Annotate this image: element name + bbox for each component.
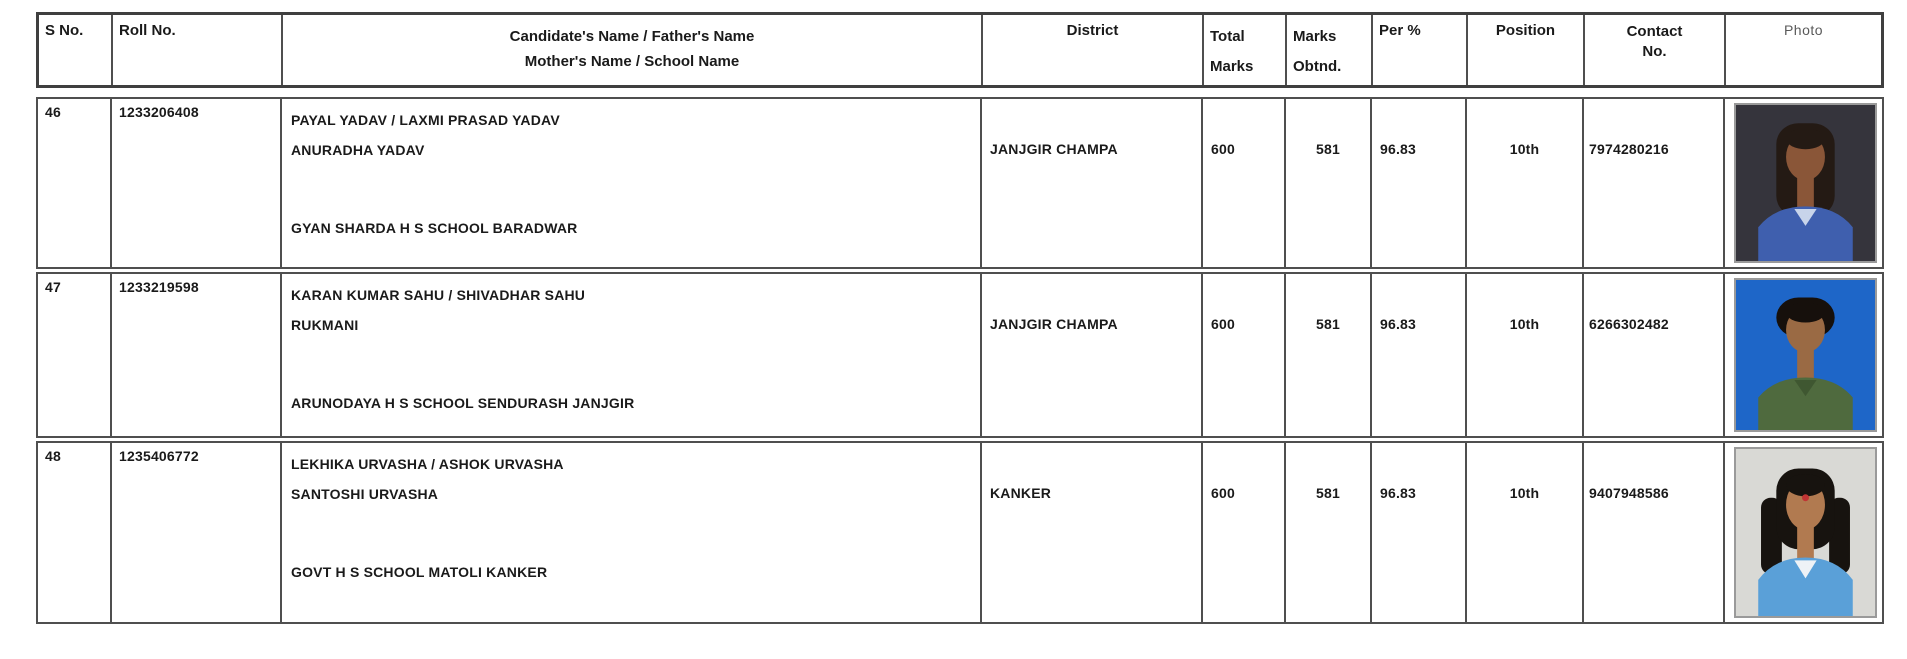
roll-cell: [112, 99, 282, 267]
position-value: 10th: [1509, 316, 1540, 332]
total-marks-value: 600: [1211, 316, 1235, 332]
mother-name: ANURADHA YADAV: [291, 142, 425, 158]
student-photo: [1734, 103, 1877, 263]
header-photo: [1726, 15, 1881, 85]
marks-obtained-cell: [1286, 443, 1372, 622]
district-cell: [982, 443, 1203, 622]
header-name-line1: Candidate's Name / Father's Name: [509, 28, 755, 45]
photo-bindi: [1802, 494, 1809, 501]
marks-obtained-value: 581: [1316, 141, 1340, 157]
sno-value: 46: [45, 104, 61, 120]
marks-obtained-value: 581: [1316, 485, 1340, 501]
percent-cell: [1372, 274, 1467, 436]
header-marks-obtained: [1287, 15, 1373, 85]
student-photo-figure: [1736, 105, 1875, 261]
header-sno: [39, 15, 113, 85]
header-obtained-line2: Obtnd.: [1293, 58, 1342, 75]
table-header-row: [36, 12, 1884, 88]
district-cell: [982, 274, 1203, 436]
header-sno-label: S No.: [45, 22, 84, 39]
contact-value: 9407948586: [1589, 485, 1669, 501]
header-district-label: District: [1066, 22, 1119, 39]
header-district: [983, 15, 1204, 85]
table-row: [36, 272, 1884, 438]
photo-hair-fringe: [1786, 303, 1825, 323]
photo-pigtail-left: [1761, 324, 1782, 393]
percent-value: 96.83: [1380, 141, 1417, 157]
total-marks-cell: [1203, 443, 1286, 622]
name-cell: [282, 99, 982, 267]
sno-value: 48: [45, 448, 61, 464]
header-total-line1: Total: [1210, 28, 1245, 45]
mother-name: RUKMANI: [291, 317, 359, 333]
contact-value: 6266302482: [1589, 316, 1669, 332]
district-value: JANJGIR CHAMPA: [990, 141, 1118, 157]
contact-cell: [1584, 443, 1725, 622]
position-cell: [1467, 274, 1584, 436]
marks-obtained-value: 581: [1316, 316, 1340, 332]
table-row: [36, 441, 1884, 624]
contact-cell: [1584, 99, 1725, 267]
header-total-marks: [1204, 15, 1287, 85]
merit-list-page: [0, 12, 1907, 659]
photo-bindi: [1802, 321, 1809, 327]
position-cell: [1467, 443, 1584, 622]
sno-value: 47: [45, 279, 61, 295]
photo-cell: [1725, 99, 1882, 267]
header-name: [283, 15, 983, 85]
roll-cell: [112, 443, 282, 622]
marks-obtained-cell: [1286, 99, 1372, 267]
photo-hair-fringe: [1786, 128, 1825, 149]
student-photo: [1734, 447, 1877, 618]
marks-obtained-cell: [1286, 274, 1372, 436]
student-photo: [1734, 278, 1877, 432]
district-cell: [982, 99, 1203, 267]
header-total-line2: Marks: [1210, 58, 1254, 75]
header-name-line2: Mother's Name / School Name: [524, 53, 740, 70]
candidate-father-name: LEKHIKA URVASHA / ASHOK URVASHA: [291, 456, 564, 472]
school-name: ARUNODAYA H S SCHOOL SENDURASH JANJGIR: [291, 395, 635, 411]
total-marks-cell: [1203, 274, 1286, 436]
table-row: [36, 97, 1884, 269]
district-value: JANJGIR CHAMPA: [990, 316, 1118, 332]
header-obtained-line1: Marks: [1293, 28, 1337, 45]
candidate-father-name: PAYAL YADAV / LAXMI PRASAD YADAV: [291, 112, 560, 128]
percent-value: 96.83: [1380, 316, 1417, 332]
name-cell: [282, 443, 982, 622]
photo-hair-fringe: [1786, 474, 1825, 496]
position-cell: [1467, 99, 1584, 267]
school-name: GYAN SHARDA H S SCHOOL BARADWAR: [291, 220, 578, 236]
contact-value: 7974280216: [1589, 141, 1669, 157]
sno-cell: [38, 99, 112, 267]
roll-value: 1233206408: [119, 104, 199, 120]
percent-value: 96.83: [1380, 485, 1417, 501]
percent-cell: [1372, 443, 1467, 622]
total-marks-cell: [1203, 99, 1286, 267]
header-position-label: Position: [1495, 22, 1556, 39]
header-percent: [1373, 15, 1468, 85]
photo-pigtail-right: [1829, 324, 1850, 393]
header-contact-line2: No.: [1642, 43, 1667, 60]
sno-cell: [38, 274, 112, 436]
total-marks-value: 600: [1211, 141, 1235, 157]
sno-cell: [38, 443, 112, 622]
roll-value: 1233219598: [119, 279, 199, 295]
photo-bindi: [1802, 147, 1809, 154]
header-contact: [1585, 15, 1726, 85]
percent-cell: [1372, 99, 1467, 267]
roll-value: 1235406772: [119, 448, 199, 464]
header-roll: [113, 15, 283, 85]
candidate-father-name: KARAN KUMAR SAHU / SHIVADHAR SAHU: [291, 287, 586, 303]
student-photo-figure: [1736, 449, 1875, 616]
position-value: 10th: [1509, 485, 1540, 501]
photo-cell: [1725, 443, 1882, 622]
mother-name: SANTOSHI URVASHA: [291, 486, 439, 502]
school-name: GOVT H S SCHOOL MATOLI KANKER: [291, 564, 548, 580]
header-roll-label: Roll No.: [119, 22, 176, 39]
district-value: KANKER: [990, 485, 1052, 501]
student-photo-figure: [1736, 280, 1875, 430]
total-marks-value: 600: [1211, 485, 1235, 501]
header-contact-line1: Contact: [1626, 23, 1683, 40]
position-value: 10th: [1509, 141, 1540, 157]
header-position: [1468, 15, 1585, 85]
photo-cell: [1725, 274, 1882, 436]
name-cell: [282, 274, 982, 436]
roll-cell: [112, 274, 282, 436]
header-photo-label: Photo: [1783, 22, 1824, 38]
contact-cell: [1584, 274, 1725, 436]
header-percent-label: Per %: [1379, 22, 1421, 39]
